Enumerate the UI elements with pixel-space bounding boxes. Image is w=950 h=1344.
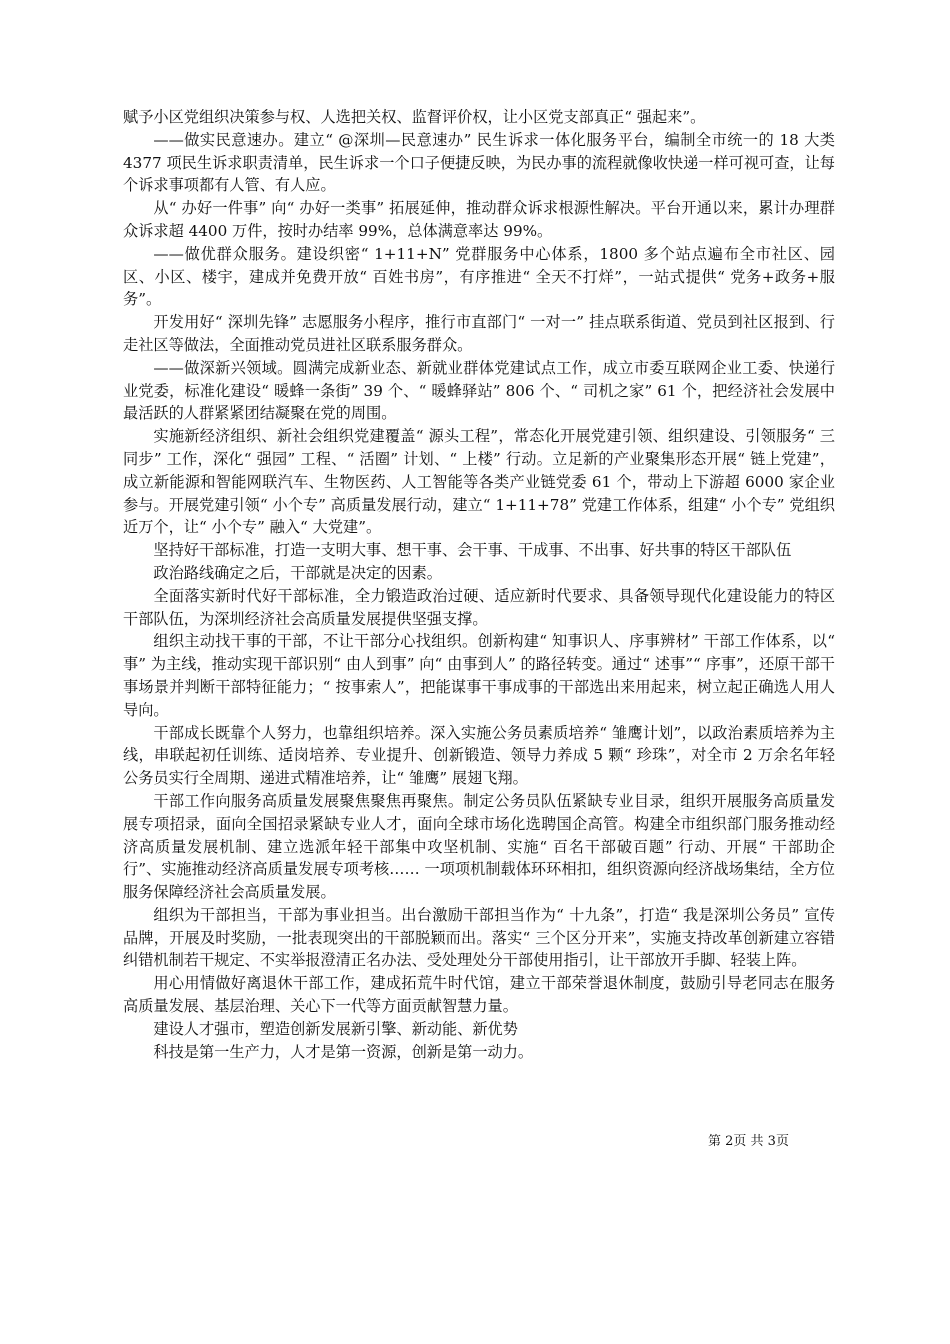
- paragraph: 科技是第一生产力，人才是第一资源，创新是第一动力。: [153, 1042, 534, 1061]
- paragraph: 实施新经济组织、新社会组织党建覆盖“ 源头工程”，常态化开展党建引领、组织建设、引领服务“ 三同步” 工作，深化“ 强园” 工程、“ 活圈” 计划、“ 上楼” 行动。立足新的产业聚集形态开展“ 链上党建”，成立新能源和智能网联汽车、生物医药、人工智能等各类产业链党委 61 个，带动上下游超 6000 家企业参与。开展党建引领“ 小个专” 高质量发展行动，建立“ 1+11+78” 党建工作体系，组建“ 小个专” 党组织近万个，让“ 小个专” 融入“ 大党建”。: [123, 427, 835, 537]
- paragraph: 赋予小区党组织决策参与权、人选把关权、监督评价权，让小区党支部真正“ 强起来”。: [123, 108, 706, 126]
- paragraph: 用心用情做好离退休干部工作，建成拓荒牛时代馆，建立干部荣誉退休制度，鼓励引导老同志在服务高质量发展、基层治理、关心下一代等方面贡献智慧力量。: [123, 974, 835, 1016]
- paragraph: 全面落实新时代好干部标准，全力锻造政治过硬、适应新时代要求、具备领导现代化建设能力的特区干部队伍，为深圳经济社会高质量发展提供坚强支撑。: [123, 586, 835, 628]
- paragraph: 从“ 办好一件事” 向“ 办好一类事” 拓展延伸，推动群众诉求根源性解决。平台开通以来，累计办理群众诉求超 4400 万件，按时办结率 99%，总体满意率达 99%。: [123, 199, 835, 240]
- paragraph: ——做优群众服务。建设织密“ 1+11+N” 党群服务中心体系，1800 多个站点遍布全市社区、园区、小区、楼宇，建成并免费开放“ 百姓书房”，有序推进“ 全天不打烊”，一站式提供“ 党务+政务+服务”。: [123, 244, 835, 309]
- section-heading: 建设人才强市，塑造创新发展新引擎、新动能、新优势: [153, 1019, 518, 1038]
- paragraph: ——做实民意速办。建立“ @深圳—民意速办” 民生诉求一体化服务平台，编制全市统一的 18 大类 4377 项民生诉求职责清单，民生诉求一个口子便捷反映，为民办事的流程就像收快递一样可视可查，让每个诉求事项都有人管、有人应。: [123, 130, 835, 195]
- paragraph: 开发用好“ 深圳先锋” 志愿服务小程序，推行市直部门“ 一对一” 挂点联系街道、党员到社区报到、行走社区等做法，全面推动党员进社区联系服务群众。: [123, 313, 835, 354]
- paragraph: 组织主动找干事的干部，不让干部分心找组织。创新构建“ 知事识人、序事辨材” 干部工作体系，以“ 事” 为主线，推动实现干部识别“ 由人到事” 向“ 由事到人” 的路径转变。通过“ 述事”“ 序事”，还原干部干事场景并判断干部特征能力；“ 按事索人”，把能谋事干事成事的干部选出来用起来，树立起正确选人用人导向。: [123, 632, 835, 719]
- paragraph: 干部工作向服务高质量发展聚焦聚焦再聚焦。制定公务员队伍紧缺专业目录，组织开展服务高质量发展专项招录，面向全国招录紧缺专业人才，面向全球市场化选聘国企高管。构建全市组织部门服务推动经济高质量发展机制、建立选派年轻干部集中攻坚机制、实施“ 百名干部破百题” 行动、开展“ 干部助企行”、实施推动经济高质量发展专项考核…… 一项项机制载体环环相扣，组织资源向经济战场集结，全方位服务保障经济社会高质量发展。: [123, 791, 835, 902]
- section-heading: 坚持好干部标准，打造一支明大事、想干事、会干事、干成事、不出事、好共事的特区干部队伍: [153, 541, 792, 560]
- paragraph: 政治路线确定之后，干部就是决定的因素。: [153, 563, 442, 582]
- paragraph: 干部成长既靠个人努力，也靠组织培养。深入实施公务员素质培养“ 雏鹰计划”，以政治素质培养为主线，串联起初任训练、适岗培养、专业提升、创新锻造、领导力养成 5 颗“ 珍珠”，对全市 2 万余名年轻公务员实行全周期、递进式精准培养，让“ 雏鹰” 展翅飞翔。: [123, 723, 835, 788]
- paragraph: ——做深新兴领域。圆满完成新业态、新就业群体党建试点工作，成立市委互联网企业工委、快递行业党委，标准化建设“ 暖蜂一条街” 39 个、“ 暖蜂驿站” 806 个、“ 司机之家” 61 个，把经济社会发展中最活跃的人群紧紧团结凝聚在党的周围。: [123, 358, 835, 423]
- page-number: 第 2页 共 3页: [708, 1134, 789, 1149]
- document-body: [123, 106, 835, 1063]
- paragraph: 组织为干部担当，干部为事业担当。出台激励干部担当作为“ 十九条”，打造“ 我是深圳公务员” 宣传品牌，开展及时奖励，一批表现突出的干部脱颖而出。落实“ 三个区分开来”，实施支持改革创新建立容错纠错机制若干规定、不实举报澄清正名办法、受处理处分干部使用指引，让干部放开手脚、轻装上阵。: [123, 905, 835, 970]
